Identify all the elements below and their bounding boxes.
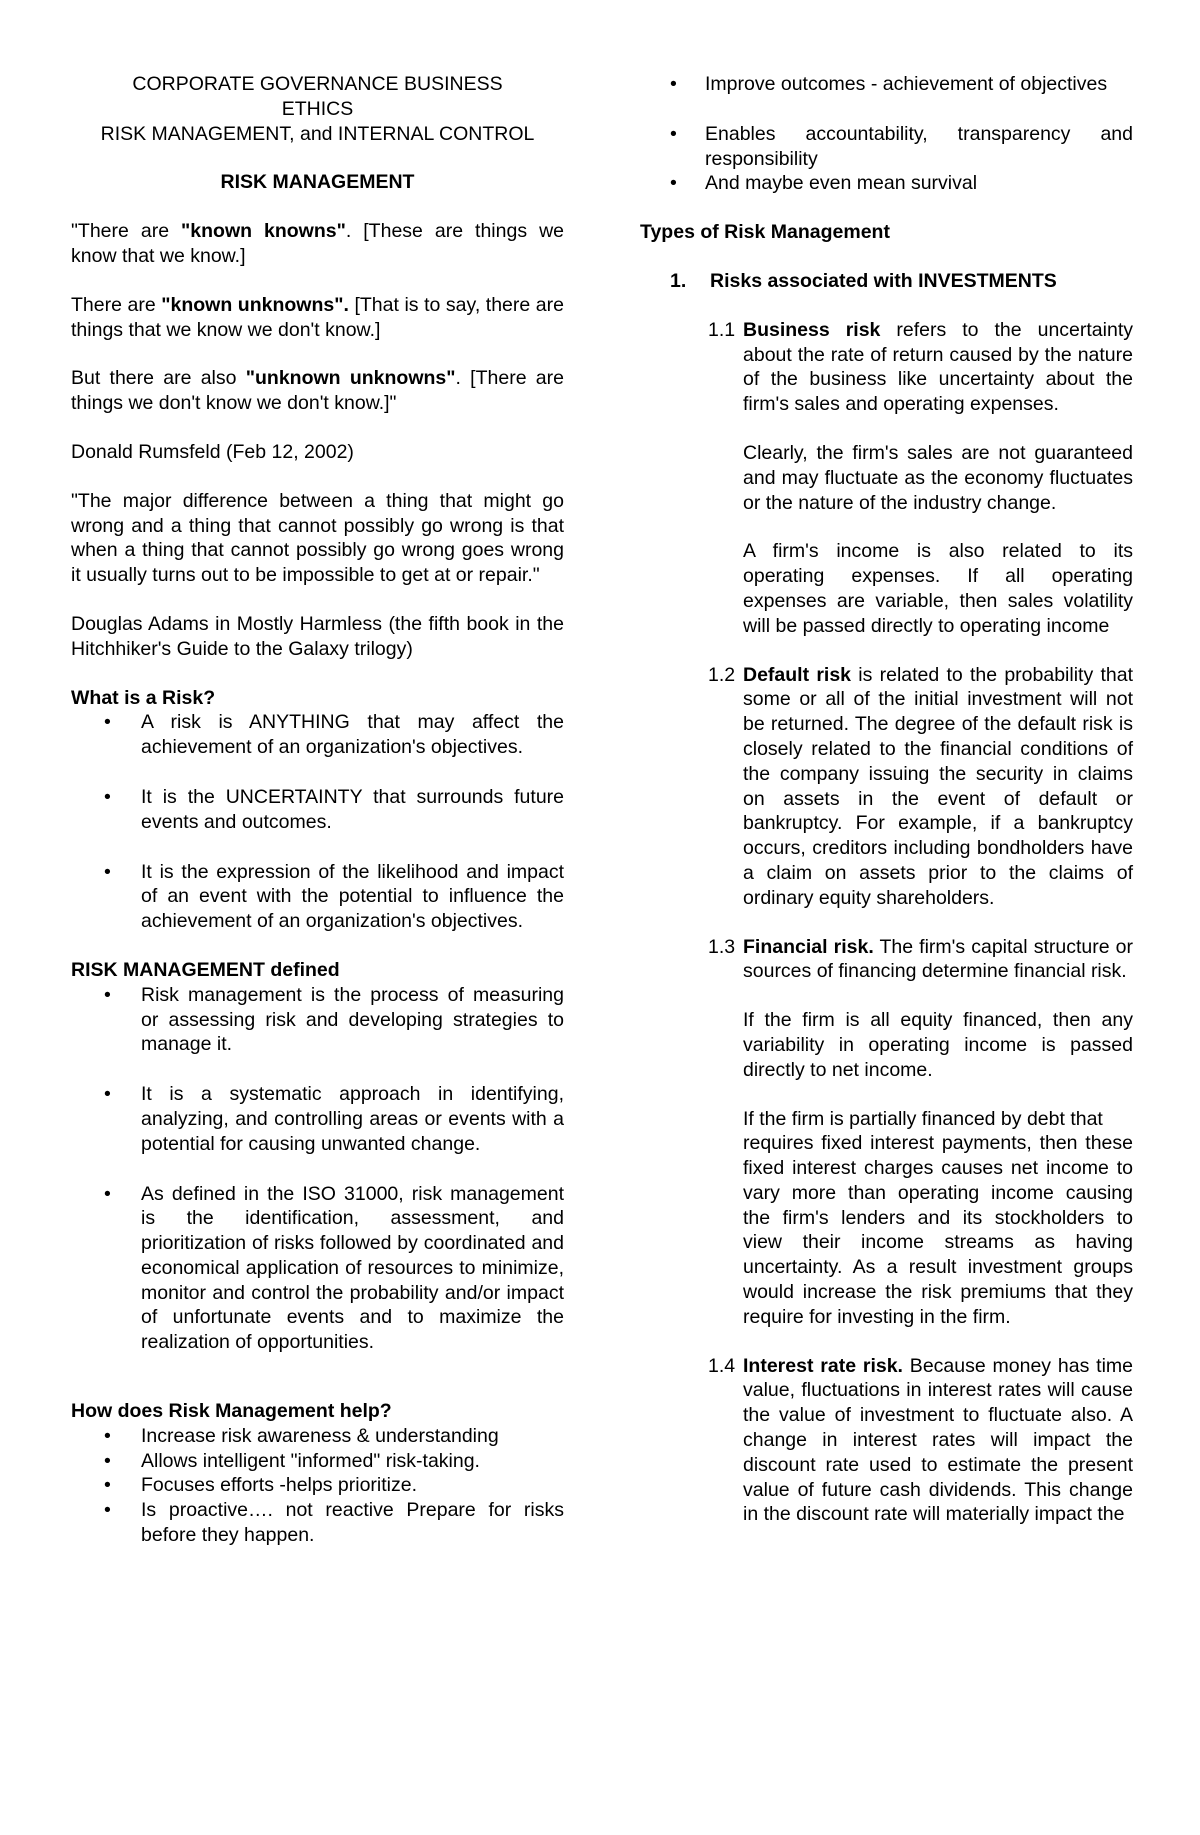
heading-what-is-risk: What is a Risk?: [71, 686, 216, 709]
heading-rm-help: How does Risk Management help?: [71, 1400, 392, 1423]
bullet-icon: •: [104, 711, 111, 734]
quote-unknown-unknowns: But there are also "unknown unknowns". [There are things we don't know we don't know.]": [71, 367, 564, 415]
business-risk-p2: Clearly, the firm's sales are not guaranteed and may fluctuate as the economy fluctuates or the nature of the industry change.: [743, 441, 1133, 514]
financial-risk-p2: If the firm is all equity financed, then any variability in operating income is passed directly to net income.: [743, 1009, 1133, 1081]
section-default-risk: 1.2 Default risk is related to the probability that some or all of the initial investment will not be returned. The degree of the default risk is closely related to the financial conditions of the company issuing the security in claims on assets in the event of default or bankruptcy. For example, if a bankruptcy occurs, creditors including bondholders have a claim on assets prior to the claims of ordinary equity shareholders.: [708, 663, 1133, 909]
financial-risk-p1: Financial risk. The firm's capital structure or sources of financing determine financial risk.: [743, 935, 1133, 983]
heading-types-of-rm: Types of Risk Management: [640, 221, 890, 244]
list-rm-help: [71, 1424, 564, 1548]
list-item: • Enables accountability, transparency and responsibility: [670, 122, 1133, 170]
left-column: [71, 72, 564, 1548]
bullet-icon: •: [104, 983, 111, 1006]
bullet-icon: •: [104, 1424, 111, 1447]
bullet-icon: •: [104, 1083, 111, 1106]
interest-rate-risk-p1: Interest rate risk. Because money has time value, fluctuations in interest rates will cause the value of investment to fluctuate also. A change in interest rates will impact the discount rate used to estimate the present value of future cash dividends. This change in the discount rate will materially impact the: [743, 1354, 1133, 1526]
doc-title-line2: ETHICS: [281, 97, 354, 120]
bullet-icon: •: [670, 122, 677, 145]
quote-attribution-adams: Douglas Adams in Mostly Harmless (the fifth book in the Hitchhiker's Guide to the Galaxy trilogy): [71, 612, 564, 660]
quote-adams: "The major difference between a thing that might go wrong and a thing that cannot possibly go wrong is that when a thing that cannot possibly go wrong goes wrong it usually turns out to be impossible to get at or repair.": [71, 489, 564, 587]
bullet-icon: •: [104, 1449, 111, 1472]
list-item: • Allows intelligent "informed" risk-taking.: [104, 1449, 480, 1472]
right-column: [640, 72, 1133, 1527]
financial-risk-p3a: If the firm is partially financed by debt that: [743, 1107, 1103, 1130]
quote-known-knowns: "There are "known knowns". [These are things we know that we know.]: [71, 220, 564, 267]
quote-known-unknowns: There are "known unknowns". [That is to say, there are things that we know we don't know.]: [71, 293, 564, 341]
list-item: • It is the expression of the likelihood and impact of an event with the potential to influence the achievement of an organization's objectives.: [104, 860, 564, 933]
bullet-icon: •: [104, 1474, 111, 1497]
bullet-icon: •: [104, 1182, 111, 1205]
list-item: • Improve outcomes - achievement of objectives: [670, 73, 1108, 95]
section-business-risk: 1.1 Business risk refers to the uncertainty about the rate of return caused by the nature of the business like uncertainty about the firm's sales and operating expenses. Clearly, the firm's sales are not guaranteed and may fluctuate as the economy fluctuates or the nature of the industry change. A firm's income is also related to its operating expenses. If all operating expenses are variable, then sales volatility will be passed directly to operating income: [708, 318, 1133, 637]
quote-attribution-rumsfeld: Donald Rumsfeld (Feb 12, 2002): [71, 440, 354, 463]
list-rm-help-continued: [640, 72, 1133, 196]
list-item: • A risk is ANYTHING that may affect the achievement of an organization's objectives.: [104, 711, 564, 759]
heading-rm-defined: RISK MANAGEMENT defined: [71, 958, 340, 981]
bullet-icon: •: [670, 73, 677, 95]
section-financial-risk: 1.3 Financial risk. The firm's capital structure or sources of financing determine financial risk. If the firm is all equity financed, then any variability in operating income is passed directly to net income. If the firm is partially financed by debt that requires fixed interest payments, then these fixed interest charges causes net income to vary more than operating income causing the firm's lenders and its stockholders to view their income streams as having uncertainty. As a result investment groups would increase the risk premiums that they require for investing in the firm.: [708, 935, 1133, 1328]
bullet-icon: •: [104, 1499, 111, 1522]
financial-risk-p3b: requires fixed interest payments, then these fixed interest charges causes net income to vary more than operating income causing the firm's lenders and its stockholders to view their income streams as having uncertainty. As a result investment groups would increase the risk premiums that they require for investing in the firm.: [743, 1132, 1133, 1328]
section-title: RISK MANAGEMENT: [220, 171, 415, 194]
list-item: • Increase risk awareness & understanding: [104, 1424, 499, 1447]
doc-title-line3: RISK MANAGEMENT, and INTERNAL CONTROL: [100, 122, 535, 145]
bullet-icon: •: [104, 860, 111, 883]
bullet-icon: •: [670, 172, 677, 195]
bullet-icon: •: [104, 785, 111, 808]
list-item: • Focuses efforts -helps prioritize.: [104, 1474, 417, 1497]
list-item: • As defined in the ISO 31000, risk management is the identification, assessment, and prioritization of risks followed by coordinated and economical application of resources to minimize, monitor and control the probability and/or impact of unfortunate events and to maximize the realization of opportunities.: [104, 1182, 564, 1354]
doc-title-line1: CORPORATE GOVERNANCE BUSINESS: [132, 73, 503, 95]
list-item: • And maybe even mean survival: [670, 172, 978, 195]
list-item: • Risk management is the process of measuring or assessing risk and developing strategies to manage it.: [104, 983, 564, 1056]
business-risk-p3: A firm's income is also related to its operating expenses. If all operating expenses are variable, then sales volatility will be passed directly to operating income: [743, 540, 1133, 637]
default-risk-p1: Default risk is related to the probability that some or all of the initial investment will not be returned. The degree of the default risk is closely related to the financial conditions of the company issuing the security in claims on assets in the event of default or bankruptcy. For example, if a bankruptcy occurs, creditors including bondholders have a claim on assets prior to the claims of ordinary equity shareholders.: [743, 663, 1133, 909]
list-item: • It is a systematic approach in identifying, analyzing, and controlling areas or events with a potential for causing unwanted change.: [104, 1083, 564, 1155]
list-rm-defined: [71, 983, 564, 1355]
business-risk-p1: Business risk refers to the uncertainty about the rate of return caused by the nature of the business like uncertainty about the firm's sales and operating expenses.: [743, 318, 1133, 416]
section-interest-rate-risk: 1.4 Interest rate risk. Because money has time value, fluctuations in interest rates will cause the value of investment to fluctuate also. A change in interest rates will impact the discount rate used to estimate the present value of future cash dividends. This change in the discount rate will materially impact the: [708, 1354, 1133, 1526]
list-what-is-risk: [71, 710, 564, 934]
list-item: • Is proactive…. not reactive Prepare for risks before they happen.: [104, 1499, 564, 1547]
heading-investments: 1. Risks associated with INVESTMENTS: [670, 269, 1057, 292]
list-item: • It is the UNCERTAINTY that surrounds future events and outcomes.: [104, 785, 564, 833]
